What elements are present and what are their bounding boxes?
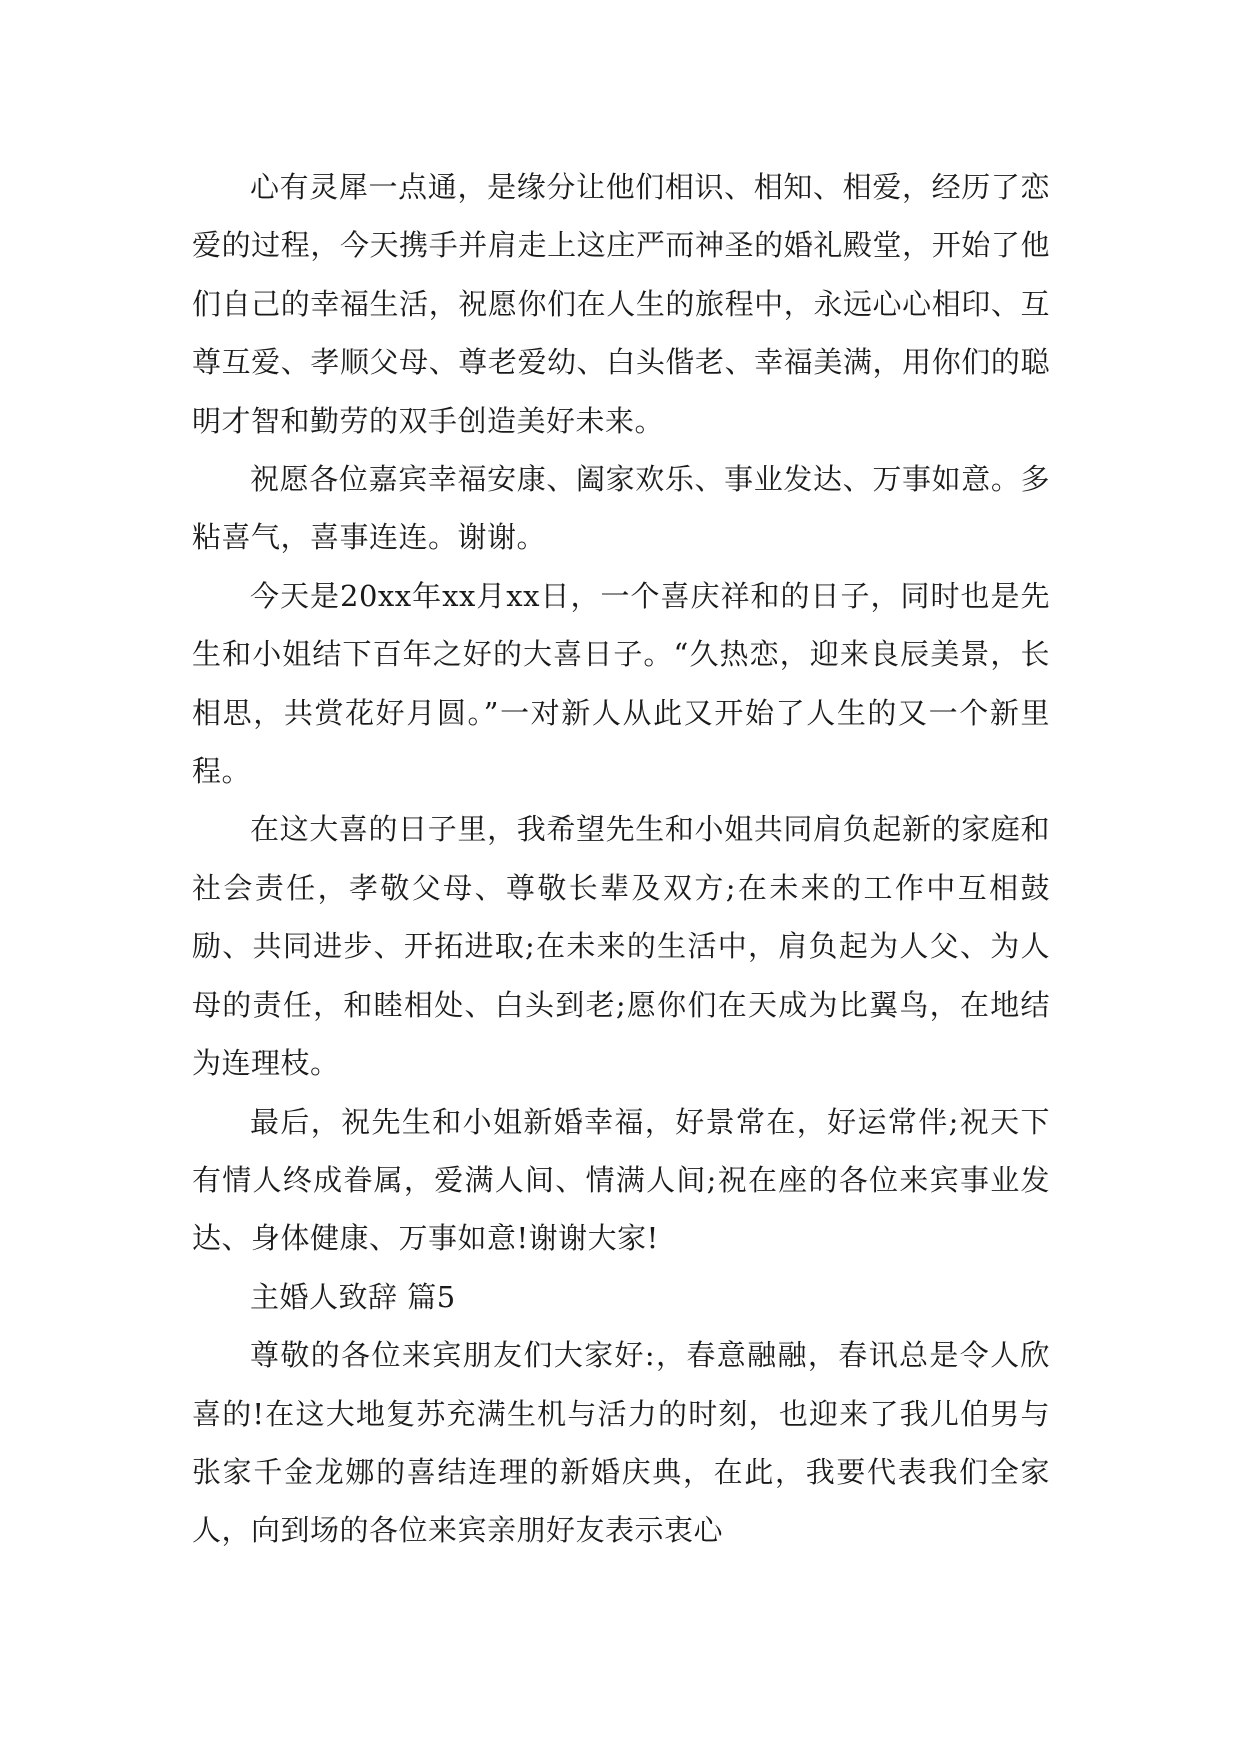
paragraph-wedding-date: 今天是20xx年xx月xx日，一个喜庆祥和的日子，同时也是先生和小姐结下百年之好的大喜日子。“久热恋，迎来良辰美景，长相思，共赏花好月圆。”一对新人从此又开始了人生的又一个新里程。 bbox=[192, 578, 1050, 789]
paragraph-hopes: 在这大喜的日子里，我希望先生和小姐共同肩负起新的家庭和社会责任，孝敬父母、尊敬长辈及双方;在未来的工作中互相鼓励、共同进步、开拓进取;在未来的生活中，肩负起为人父、为人母的责任，和睦相处、白头到老;愿你们在天成为比翼鸟，在地结为连理枝。 bbox=[192, 812, 1050, 1081]
paragraph-guest-wishes: 祝愿各位嘉宾幸福安康、阖家欢乐、事业发达、万事如意。多粘喜气，喜事连连。谢谢。 bbox=[192, 462, 1050, 555]
paragraph-final-wishes: 最后，祝先生和小姐新婚幸福，好景常在，好运常伴;祝天下有情人终成眷属，爱满人间、情满人间;祝在座的各位来宾事业发达、身体健康、万事如意!谢谢大家! bbox=[192, 1104, 1050, 1256]
paragraph-opening-speech: 尊敬的各位来宾朋友们大家好:，春意融融，春讯总是令人欣喜的!在这大地复苏充满生机与活力的时刻，也迎来了我儿伯男与张家千金龙娜的喜结连理的新婚庆典，在此，我要代表我们全家人，向到场的各位来宾亲朋好友表示衷心 bbox=[192, 1338, 1050, 1548]
paragraph-blessing: 心有灵犀一点通，是缘分让他们相识、相知、相爱，经历了恋爱的过程，今天携手并肩走上这庄严而神圣的婚礼殿堂，开始了他们自己的幸福生活，祝愿你们在人生的旅程中，永远心心相印、互尊互爱、孝顺父母、尊老爱幼、白头偕老、幸福美满，用你们的聪明才智和勤劳的双手创造美好未来。 bbox=[192, 170, 1050, 438]
section-heading: 主婚人致辞 篇5 bbox=[250, 1279, 456, 1314]
document-body bbox=[192, 158, 1050, 1560]
